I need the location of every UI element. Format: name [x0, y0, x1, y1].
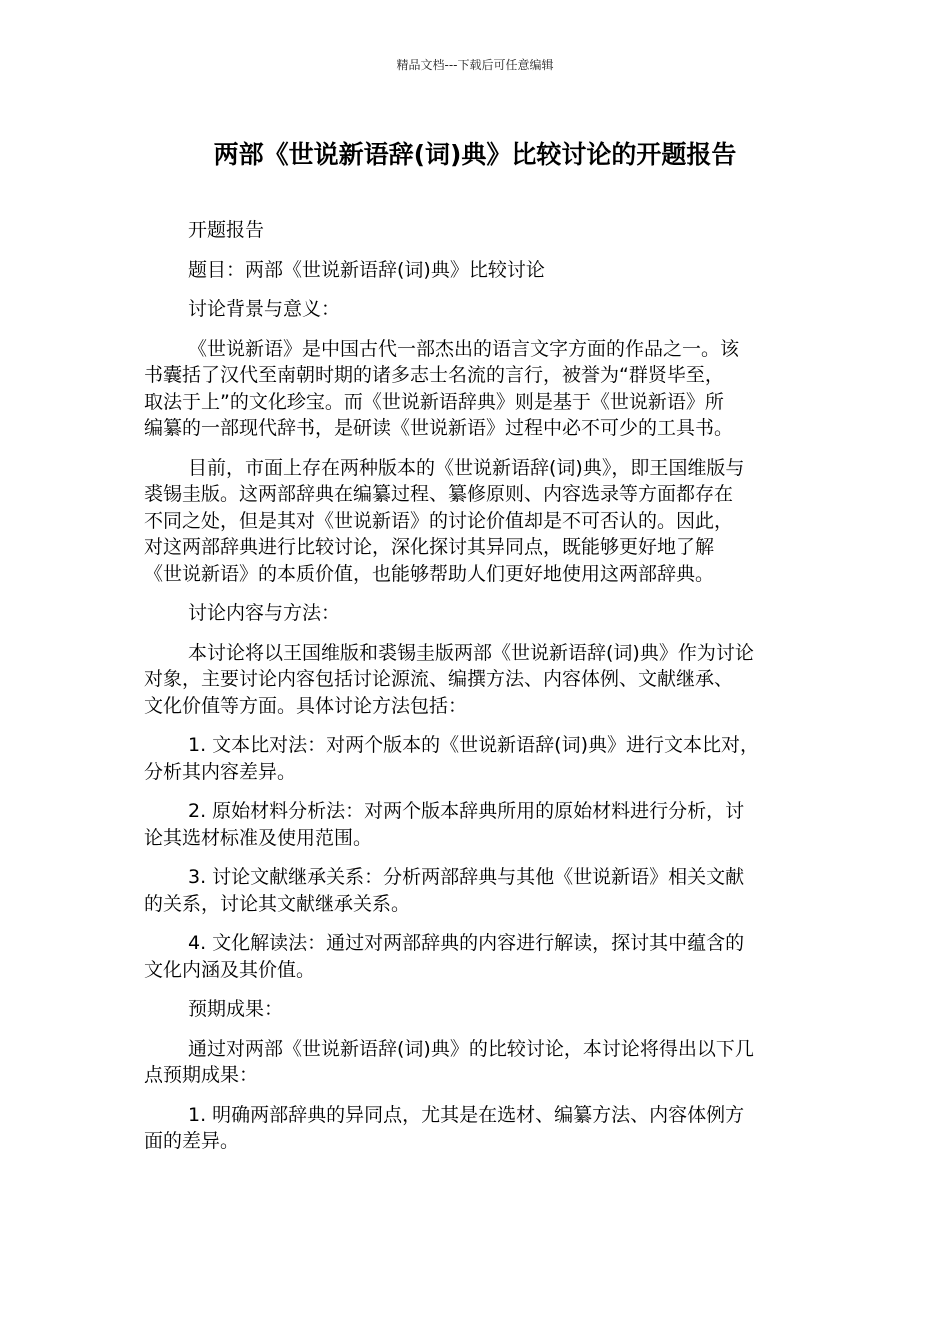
- document-body: [144, 217, 808, 1168]
- paragraph-line: 《世说新语》的本质价值，也能够帮助人们更好地使用这两部辞典。: [144, 562, 715, 585]
- paragraph-line: 预期成果：: [188, 998, 284, 1020]
- paragraph-line: 编纂的一部现代辞书，是研读《世说新语》过程中必不可少的工具书。: [144, 417, 734, 439]
- paragraph-line: 面的差异。: [144, 1130, 240, 1152]
- document-title: 两部《世说新语辞(词)典》比较讨论的开题报告: [213, 140, 737, 169]
- paragraph-line: 点预期成果：: [144, 1064, 259, 1086]
- paragraph-line: 文化内涵及其价值。: [144, 958, 316, 981]
- paragraph-line: 分析其内容差异。: [144, 760, 297, 783]
- paragraph: [144, 930, 808, 983]
- paragraph-line: 不同之处，但是其对《世说新语》的讨论价值却是不可否认的。因此，: [144, 509, 734, 532]
- paragraph: [144, 732, 808, 785]
- paragraph: [144, 296, 808, 323]
- paragraph-line: 开题报告: [188, 219, 265, 241]
- paragraph-line: 讨论内容与方法：: [188, 602, 341, 624]
- paragraph-line: 1. 文本比对法：对两个版本的《世说新语辞(词)典》进行文本比对，: [188, 734, 759, 756]
- paragraph: [144, 455, 808, 588]
- header-note: 精品文档---下载后可任意编辑: [396, 58, 554, 72]
- paragraph-line: 论其选材标准及使用范围。: [144, 826, 373, 849]
- paragraph-line: 本讨论将以王国维版和裘锡圭版两部《世说新语辞(词)典》作为讨论: [188, 641, 754, 664]
- paragraph: [144, 1102, 808, 1155]
- paragraph: [144, 864, 808, 917]
- paragraph-line: 题目：两部《世说新语辞(词)典》比较讨论: [188, 258, 545, 281]
- paragraph: [144, 217, 808, 244]
- paragraph-line: 取法于上”的文化珍宝。而《世说新语辞典》则是基于《世说新语》所: [144, 390, 724, 413]
- paragraph-line: 3. 讨论文献继承关系：分析两部辞典与其他《世说新语》相关文献: [188, 866, 745, 888]
- paragraph-line: 对这两部辞典进行比较讨论，深化探讨其异同点，既能够更好地了解: [144, 536, 715, 558]
- paragraph: [144, 1036, 808, 1089]
- paragraph-line: 1. 明确两部辞典的异同点，尤其是在选材、编纂方法、内容体例方: [188, 1103, 745, 1126]
- paragraph-line: 目前，市面上存在两种版本的《世说新语辞(词)典》，即王国维版与: [188, 456, 745, 479]
- paragraph: [144, 798, 808, 851]
- paragraph-line: 通过对两部《世说新语辞(词)典》的比较讨论，本讨论将得出以下几: [188, 1037, 754, 1060]
- paragraph-line: 2. 原始材料分析法：对两个版本辞典所用的原始材料进行分析，讨: [188, 800, 745, 822]
- paragraph-line: 讨论背景与意义：: [188, 298, 341, 320]
- paragraph-line: 的关系，讨论其文献继承关系。: [144, 892, 411, 915]
- paragraph: [144, 257, 808, 284]
- paragraph-line: 裘锡圭版。这两部辞典在编纂过程、纂修原则、内容选录等方面都存在: [144, 483, 734, 505]
- paragraph-line: 书囊括了汉代至南朝时期的诸多志士名流的言行，被誉为“群贤毕至，: [144, 364, 724, 386]
- paragraph-line: 文化价值等方面。具体讨论方法包括：: [144, 694, 468, 717]
- paragraph: [144, 996, 808, 1023]
- paragraph: [144, 336, 808, 442]
- paragraph-line: 4. 文化解读法：通过对两部辞典的内容进行解读，探讨其中蕴含的: [188, 932, 745, 954]
- paragraph: [144, 600, 808, 627]
- paragraph-line: 对象，主要讨论内容包括讨论源流、编撰方法、内容体例、文献继承、: [144, 668, 734, 690]
- paragraph: [144, 640, 808, 720]
- paragraph-line: 《世说新语》是中国古代一部杰出的语言文字方面的作品之一。该: [188, 337, 740, 360]
